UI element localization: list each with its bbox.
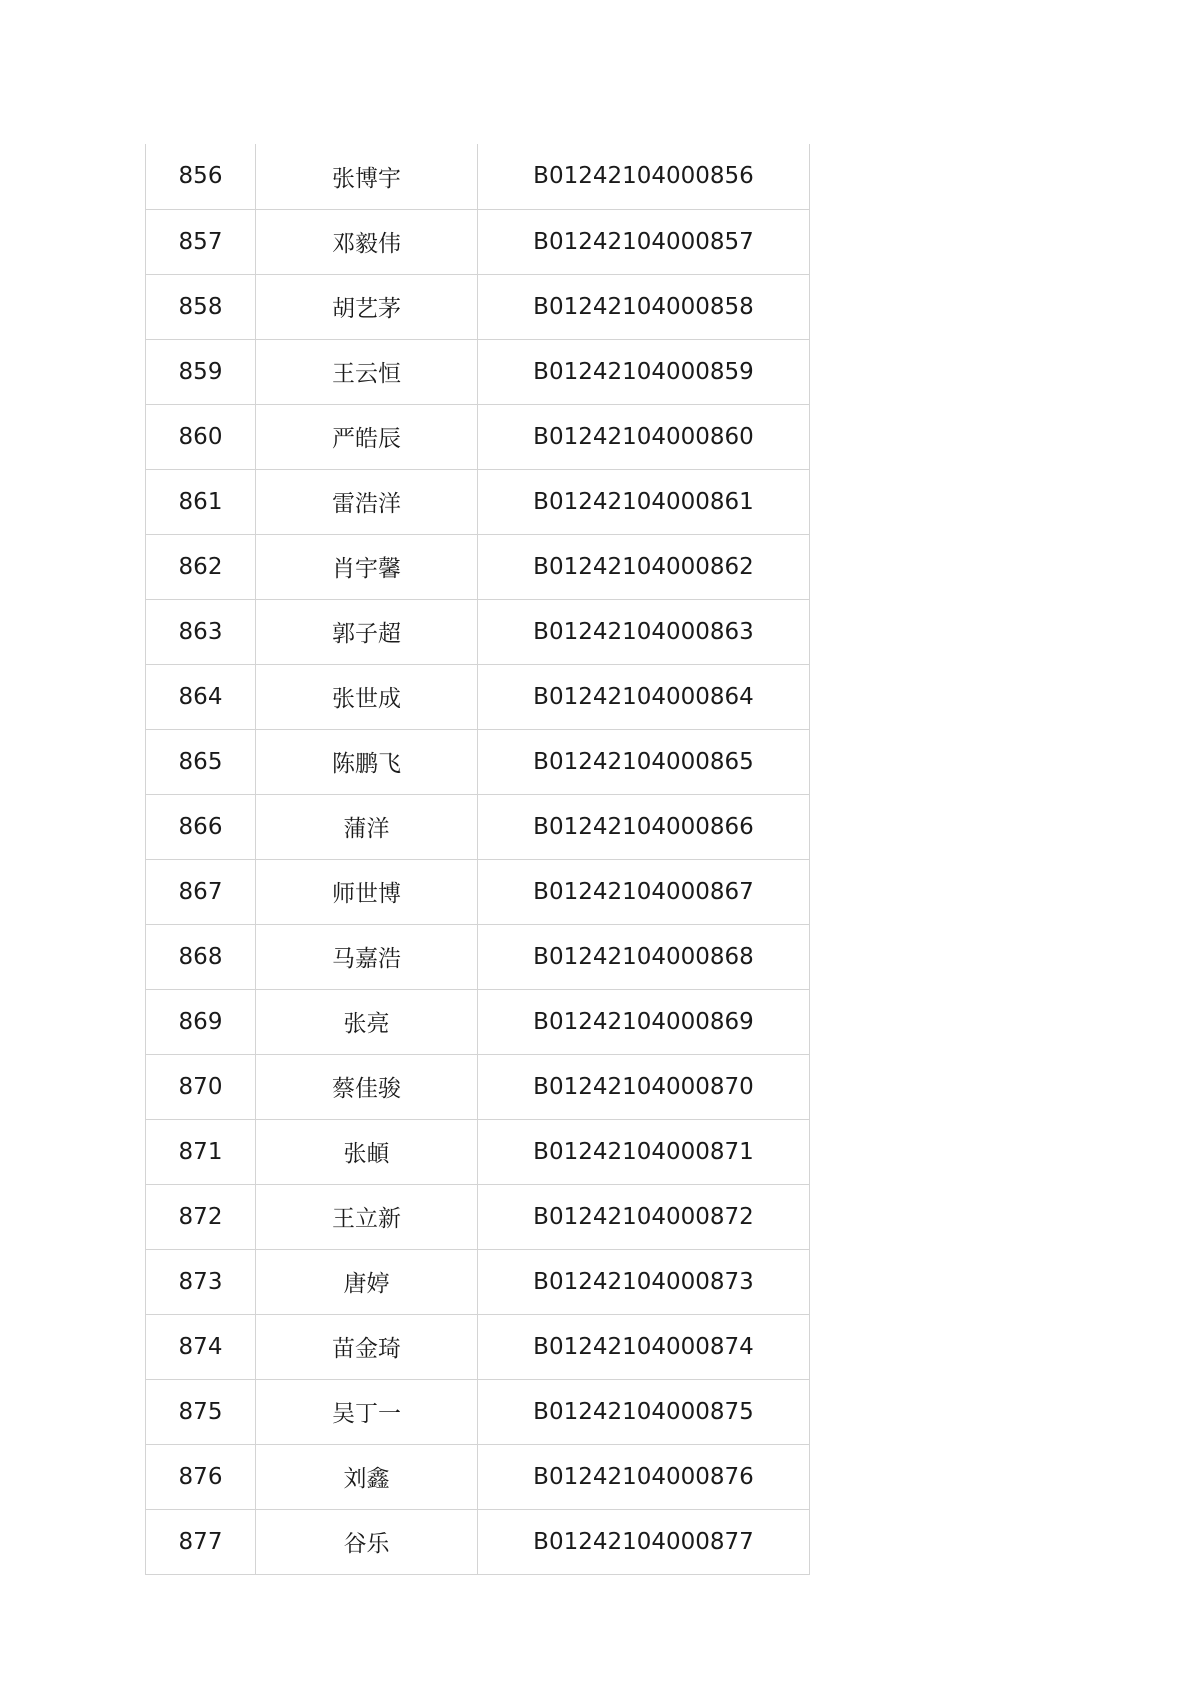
row-number-cell: 859	[146, 339, 256, 404]
table-row	[146, 1444, 810, 1509]
row-number-cell: 869	[146, 989, 256, 1054]
table-row	[146, 1119, 810, 1184]
table-row	[146, 144, 810, 209]
name-cell: 马嘉浩	[256, 924, 478, 989]
name-cell: 陈鹏飞	[256, 729, 478, 794]
name-cell: 王云恒	[256, 339, 478, 404]
name-cell: 蔡佳骏	[256, 1054, 478, 1119]
id-cell: B01242104000873	[478, 1249, 810, 1314]
id-cell: B01242104000874	[478, 1314, 810, 1379]
row-number-cell: 865	[146, 729, 256, 794]
id-cell: B01242104000871	[478, 1119, 810, 1184]
name-cell: 刘鑫	[256, 1444, 478, 1509]
id-cell: B01242104000875	[478, 1379, 810, 1444]
name-cell: 吴丁一	[256, 1379, 478, 1444]
name-cell: 张博宇	[256, 144, 478, 209]
table-row	[146, 534, 810, 599]
row-number-cell: 866	[146, 794, 256, 859]
name-cell: 严皓辰	[256, 404, 478, 469]
id-cell: B01242104000867	[478, 859, 810, 924]
table-row	[146, 664, 810, 729]
roster-table	[145, 144, 810, 1575]
table-row	[146, 404, 810, 469]
row-number-cell: 857	[146, 209, 256, 274]
name-cell: 王立新	[256, 1184, 478, 1249]
row-number-cell: 875	[146, 1379, 256, 1444]
row-number-cell: 862	[146, 534, 256, 599]
id-cell: B01242104000868	[478, 924, 810, 989]
row-number-cell: 873	[146, 1249, 256, 1314]
id-cell: B01242104000870	[478, 1054, 810, 1119]
id-cell: B01242104000865	[478, 729, 810, 794]
row-number-cell: 864	[146, 664, 256, 729]
name-cell: 唐婷	[256, 1249, 478, 1314]
id-cell: B01242104000857	[478, 209, 810, 274]
id-cell: B01242104000859	[478, 339, 810, 404]
id-cell: B01242104000858	[478, 274, 810, 339]
name-cell: 张頔	[256, 1119, 478, 1184]
table-row	[146, 1249, 810, 1314]
name-cell: 雷浩洋	[256, 469, 478, 534]
row-number-cell: 872	[146, 1184, 256, 1249]
row-number-cell: 877	[146, 1509, 256, 1574]
row-number-cell: 861	[146, 469, 256, 534]
name-cell: 蒲洋	[256, 794, 478, 859]
name-cell: 张世成	[256, 664, 478, 729]
table-row	[146, 469, 810, 534]
id-cell: B01242104000876	[478, 1444, 810, 1509]
table-row	[146, 924, 810, 989]
id-cell: B01242104000872	[478, 1184, 810, 1249]
id-cell: B01242104000860	[478, 404, 810, 469]
table-row	[146, 729, 810, 794]
table-row	[146, 794, 810, 859]
row-number-cell: 867	[146, 859, 256, 924]
table-row	[146, 1184, 810, 1249]
row-number-cell: 858	[146, 274, 256, 339]
table-row	[146, 1314, 810, 1379]
id-cell: B01242104000864	[478, 664, 810, 729]
table-row	[146, 209, 810, 274]
id-cell: B01242104000877	[478, 1509, 810, 1574]
id-cell: B01242104000861	[478, 469, 810, 534]
table-row	[146, 989, 810, 1054]
row-number-cell: 874	[146, 1314, 256, 1379]
id-cell: B01242104000869	[478, 989, 810, 1054]
name-cell: 肖宇馨	[256, 534, 478, 599]
id-cell: B01242104000856	[478, 144, 810, 209]
row-number-cell: 860	[146, 404, 256, 469]
name-cell: 邓毅伟	[256, 209, 478, 274]
name-cell: 张亮	[256, 989, 478, 1054]
row-number-cell: 871	[146, 1119, 256, 1184]
name-cell: 谷乐	[256, 1509, 478, 1574]
table-row	[146, 1379, 810, 1444]
table-row	[146, 1054, 810, 1119]
name-cell: 胡艺茅	[256, 274, 478, 339]
table-row	[146, 599, 810, 664]
name-cell: 师世博	[256, 859, 478, 924]
row-number-cell: 870	[146, 1054, 256, 1119]
row-number-cell: 876	[146, 1444, 256, 1509]
table-row	[146, 274, 810, 339]
table-row	[146, 339, 810, 404]
roster-table-body	[146, 144, 810, 1574]
id-cell: B01242104000866	[478, 794, 810, 859]
name-cell: 苗金琦	[256, 1314, 478, 1379]
row-number-cell: 868	[146, 924, 256, 989]
id-cell: B01242104000863	[478, 599, 810, 664]
name-cell: 郭子超	[256, 599, 478, 664]
row-number-cell: 856	[146, 144, 256, 209]
table-row	[146, 1509, 810, 1574]
id-cell: B01242104000862	[478, 534, 810, 599]
table-row	[146, 859, 810, 924]
row-number-cell: 863	[146, 599, 256, 664]
